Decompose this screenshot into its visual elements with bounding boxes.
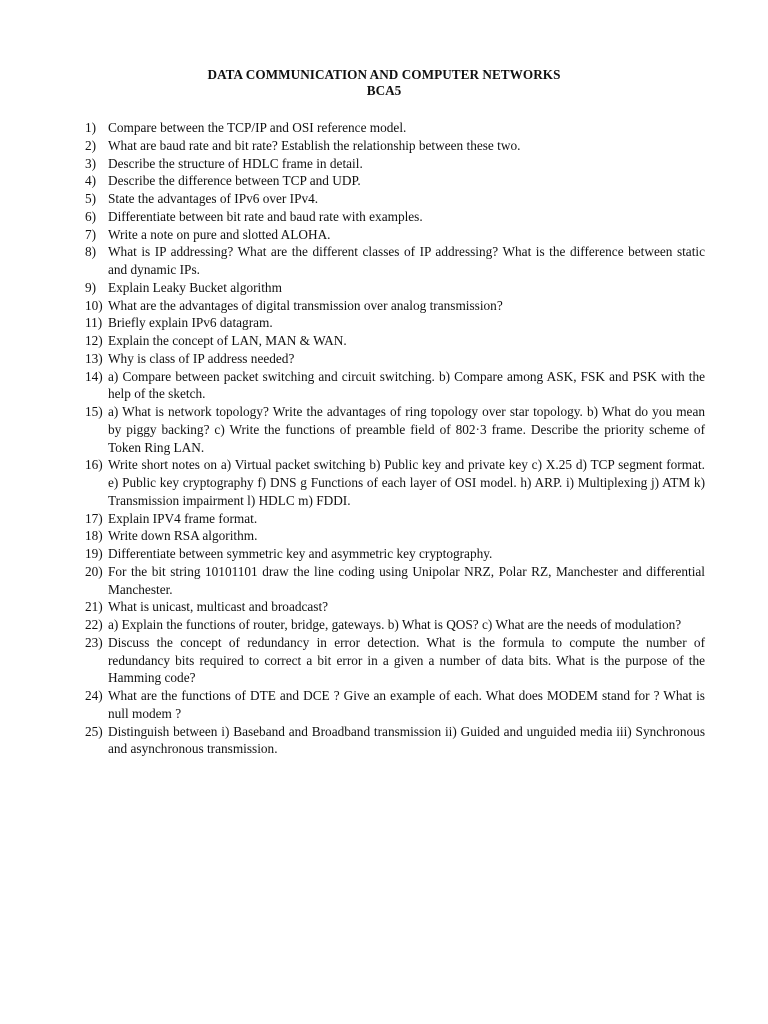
document-title: DATA COMMUNICATION AND COMPUTER NETWORKS xyxy=(207,67,561,82)
question-item xyxy=(85,332,705,350)
question-text: What is IP addressing? What are the different classes of IP addressing? What is the difference between static and dynamic IPs. xyxy=(108,244,705,277)
question-item xyxy=(85,527,705,545)
question-text: What is unicast, multicast and broadcast? xyxy=(108,599,329,615)
question-item xyxy=(85,687,705,723)
question-item xyxy=(85,297,705,315)
question-item xyxy=(85,456,705,509)
question-text: Briefly explain IPv6 datagram. xyxy=(108,315,273,331)
question-item xyxy=(85,545,705,563)
question-item xyxy=(85,208,705,226)
question-number: 14) xyxy=(85,368,103,384)
question-text: Discuss the concept of redundancy in error detection. What is the formula to compute the number of redundancy bits required to correct a bit error in a given a number of data bits. What is the purpose of the Hamming code? xyxy=(108,634,705,686)
question-number: 18) xyxy=(85,528,103,544)
question-item xyxy=(85,172,705,190)
question-number: 17) xyxy=(85,510,103,526)
question-number: 6) xyxy=(85,208,97,224)
question-text: Write short notes on a) Virtual packet switching b) Public key and private key c) X.25 d) TCP segment format. e) Public key cryptography f) DNS g Functions of each layer of OSI model. h) ARP. i) Multiplexing j) ATM k) Transmission impairment l) HDLC m) FDDI. xyxy=(108,457,705,508)
question-number: 23) xyxy=(85,634,103,650)
question-text: Write down RSA algorithm. xyxy=(108,528,258,544)
question-item xyxy=(85,243,705,279)
question-text: a) Explain the functions of router, bridge, gateways. b) What is QOS? c) What are the needs of modulation? xyxy=(108,617,682,632)
question-number: 8) xyxy=(85,244,97,260)
question-item xyxy=(85,616,705,634)
question-text: State the advantages of IPv6 over IPv4. xyxy=(108,191,319,206)
question-number: 3) xyxy=(85,155,97,171)
question-item xyxy=(85,403,705,456)
question-item xyxy=(85,155,705,173)
question-number: 10) xyxy=(85,297,103,313)
question-number: 7) xyxy=(85,226,97,242)
question-text: a) Compare between packet switching and circuit switching. b) Compare among ASK, FSK and PSK with the help of the sketch. xyxy=(108,368,705,402)
question-text: Describe the structure of HDLC frame in detail. xyxy=(108,155,363,171)
question-number: 12) xyxy=(85,333,103,348)
question-text: What are baud rate and bit rate? Establish the relationship between these two. xyxy=(108,137,521,153)
question-item xyxy=(85,368,705,404)
question-item xyxy=(85,119,705,137)
question-item xyxy=(85,598,705,616)
question-item xyxy=(85,634,705,687)
question-text: Explain IPV4 frame format. xyxy=(108,510,258,526)
question-number: 4) xyxy=(85,173,97,189)
question-text: Differentiate between symmetric key and asymmetric key cryptography. xyxy=(108,546,493,561)
question-item xyxy=(85,190,705,208)
question-number: 9) xyxy=(85,279,97,295)
question-item xyxy=(85,350,705,368)
question-number: 21) xyxy=(85,599,103,615)
question-number: 22) xyxy=(85,617,103,632)
question-number: 2) xyxy=(85,137,97,153)
question-number: 16) xyxy=(85,457,103,473)
question-item xyxy=(85,137,705,155)
question-text: For the bit string 10101101 draw the line coding using Unipolar NRZ, Polar RZ, Manchester and differential Manchester. xyxy=(108,563,705,597)
question-number: 20) xyxy=(85,563,103,579)
question-item xyxy=(85,723,705,759)
question-number: 19) xyxy=(85,546,103,561)
question-number: 24) xyxy=(85,688,103,703)
question-number: 1) xyxy=(85,120,97,135)
question-number: 13) xyxy=(85,350,103,366)
question-text: What are the advantages of digital transmission over analog transmission? xyxy=(108,297,503,313)
question-list xyxy=(85,119,705,758)
question-item xyxy=(85,563,705,599)
question-item xyxy=(85,510,705,528)
question-text: Describe the difference between TCP and UDP. xyxy=(108,173,361,189)
question-number: 25) xyxy=(85,723,103,739)
question-text: Explain the concept of LAN, MAN & WAN. xyxy=(108,333,347,348)
document-subtitle: BCA5 xyxy=(366,83,402,98)
question-number: 11) xyxy=(85,315,103,331)
question-text: Why is class of IP address needed? xyxy=(108,350,295,366)
header xyxy=(0,67,768,99)
question-text: Write a note on pure and slotted ALOHA. xyxy=(108,226,331,242)
question-text: a) What is network topology? Write the advantages of ring topology over star topology. b) What do you mean by piggy backing? c) Write the functions of preamble field of 802·3 frame. Describe the priority scheme of Token Ring LAN. xyxy=(108,404,705,455)
question-text: Differentiate between bit rate and baud rate with examples. xyxy=(108,208,423,224)
question-item xyxy=(85,279,705,297)
question-item xyxy=(85,314,705,332)
question-text: Compare between the TCP/IP and OSI reference model. xyxy=(108,120,407,135)
question-item xyxy=(85,226,705,244)
question-text: What are the functions of DTE and DCE ? Give an example of each. What does MODEM stand for ? What is null modem ? xyxy=(108,688,705,721)
question-text: Distinguish between i) Baseband and Broadband transmission ii) Guided and unguided media iii) Synchronous and asynchronous transmission. xyxy=(108,723,705,757)
question-number: 5) xyxy=(85,191,97,206)
question-text: Explain Leaky Bucket algorithm xyxy=(108,279,282,295)
question-number: 15) xyxy=(85,404,103,419)
